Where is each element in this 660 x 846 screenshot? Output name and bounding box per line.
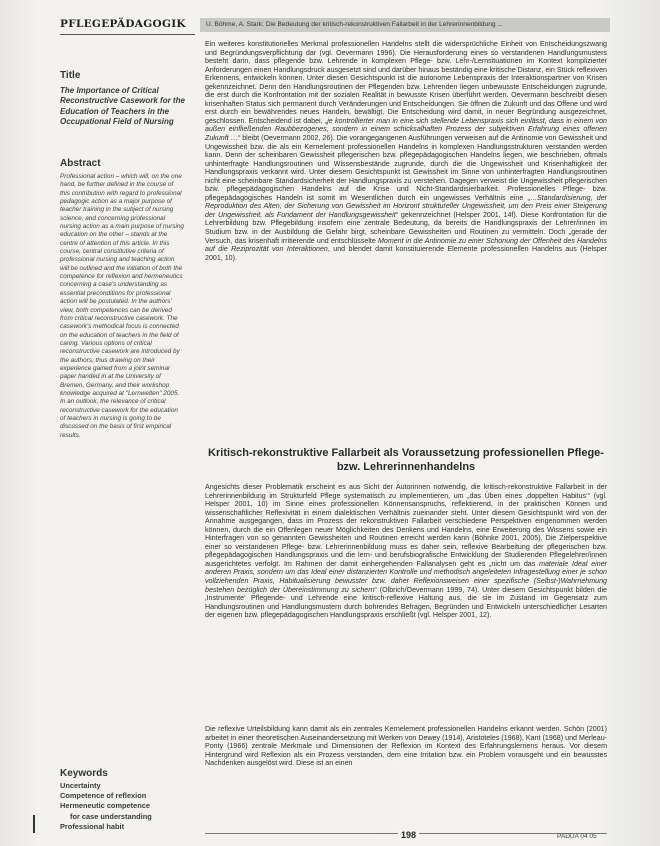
paragraph-text: “ (Olbrich/Oevermann 1999, 74). Unter diesem Gesichtspunkt bilden die ‚Instrumente‘ Pflegende- und Lehrende eine kritisch-reflexive Haltung aus, die sie im Zustand im Gegensatz zum Handlungsroutinen und Handlungsmustern durch bohrendes Befragen, Begründen und Entwickeln unterschiedlicher Lesarten der eigenen bzw. pflegepädagogischen Handlungspraxis erschließt (vgl. Helsper 2001, 12). [205, 585, 607, 620]
paragraph-text: Die reflexive Urteilsbildung kann damit als ein zentrales Kernelement professionellen Handelns erkannt werden. Schön (2001) arbeitet in einer theoretischen Auseinandersetzung mit Werken von Dewey (1914), Aristoteles (1968), Kant (1968) und Merleau-Ponty (1966) zentrale Merkmale und Dimensionen der Reflexion im Kontext des Erfahrungslernens heraus. Vor diesem Hintergrund wird Reflexion als ein Prozess verstanden, dem eine Irritation bzw. ein Problem vorausgeht und ein bewusstes Nachdenken ausgelöst wird. Diese ist an einen [205, 725, 607, 768]
sidebar [60, 18, 195, 831]
keywords-list [60, 781, 192, 832]
quote-text: „je kontrollierter man in eine sich stellende Lebenspraxis sich einlässt, dass in einem von außen einfließenden Raubbezogenes, sondern in einem schicksalhaften Prozess der subjektiven Erfahrung eines offenen Zukunft …“ [205, 116, 607, 143]
quote-text: Standardisierung, der Reproduktion des Alten, der Sicherung von Gewissheit im Horizont struktureller Ungewissheit, um den Preis einer Steigerung der Ungewissheit, als Fundament der Handlungsgewissheit [205, 193, 608, 219]
title-heading: Title [60, 70, 81, 81]
paragraph-text: Ein weiteres konstitutionelles Merkmal professionellen Handelns stellt die widersprüchliche Einheit von Entscheidungszwang und Begründungsverpflichtung dar (vgl. Oevermann 1996). Die Herausforderung eines so verstandenen Handlungsmusters besteht darin, dass pflegende bzw. Lehrende in komplexen Pflege- bzw. Lehr-/Lernsituationen im Kontext komplizierter Anforderungen einen Handlungsdruck ausgesetzt sind und darüber hinaus beständig eine kritische Distanz, ein Stück reflexiven Erkennens, entwickeln können. Unter diesen Gesichtspunkt ist die autonome Lebenspraxis der Interaktionspartner von Krisen gekennzeichnet. Denn den Handlungsroutinen der Pflegenden bzw. Lehrenden liegen unbewusste Entscheidungen zugrunde, die erst durch die Konfrontation mit der sozialen Realität in bewusste Krisen überführt werden. Oevermann beschreibt diesen krisenhaften Status sich permanent durch Veränderungen und Entscheidungen. Sie öffnen die Zukunft und das Offene und wird erst durch ein bewährendes neues Handeln, bewältigt. Die Entscheidung wird damit, in neuer Begründung ausgezeichnet, geschlossen. Entscheidend ist dabei, [205, 40, 607, 125]
keyword: for case understanding [70, 811, 152, 821]
journal-name: PFLEGEPÄDAGOGIK [60, 18, 186, 30]
keywords-heading: Keywords [60, 768, 108, 779]
body-paragraph-1 [205, 40, 607, 262]
journal-rule [60, 34, 195, 35]
paragraph-text: “ gekennzeichnet (Helsper 2001, 14f). Diese Konfrontation für die Lehrerbildung bzw. Pflegebildung insofern eine zentrale Bedeutung, da bereits die Handlungspraxis der Lehrer/innen im Studium bzw. in der Ausbildung die Gefahr birgt, scheinbare Gewissheiten und Routinen zu vermitteln. Doch „gerade der Versuch, das krisenhaft irritierende und entschlüsselte [205, 210, 608, 245]
running-head: U. Böhme, A. Stark: Die Bedeutung der kritisch-rekonstruktiven Fallarbeit in der Lehrerinnenbildung ... [200, 18, 610, 32]
keyword: Hermeneutic competence [60, 801, 150, 811]
quote-text: materiale Ideal einer anderen Praxis, sondern um das Ideal einer distanzierten Kontrolle und methodisch angeleiteten Infragestellung einer je schon vollziehenden Praxis, Habitualisierung bewusster bzw. daher Reflexionsweisen einer spezifische (Selbst-)Wahrnehmung bestehen bezüglich der Übereinstimmung zu sichern [205, 559, 608, 594]
abstract-text: Professional action – which will, on the one hand, be further defined in the course of this contribution with regard to professional pedagogic action as a major purpose of teacher training in the subject of nursing science, and concerning professional nursing action as a main purpose of nursing education on the other – stands at the centre of attention of this article. In this course, central constitutive criteria of professional nursing and teaching action will be outlined and the initiation of both the competence for reflexion and hermeneutics concerning a case's understanding as essential preconditions for professional action will be postulated. In the authors' view, both competences can be derived from critical reconstructive casework. The casework's methodical focus is connected on the education of teachers in the field of caring. Various options of critical reconstructive casework are introduced by the authors, thus drawing on their experience gained from a joint seminar paper handed in at the University of Bremen, Germany, and their workshop knowledge acquired at "Lernwelten" 2005. In an outlook, the relevance of critical reconstructive casework for the education of teachers in nursing is going to be discussed on the basis of first empirical results. [60, 173, 184, 439]
keyword: Competence of reflexion [60, 791, 147, 801]
scan-edge-mark [33, 815, 35, 833]
paragraph-text: , und blendet damit konstituierende Elemente professionellen Handelns aus (Helsper 2001, 10). [205, 245, 607, 262]
english-title: The Importance of Critical Reconstructive Casework for the Education of Teachers in the Occupational Field of Nursing [60, 86, 185, 126]
body-paragraph-2 [205, 483, 607, 620]
footer-journal-issue: PADUA 04 05 [557, 833, 597, 840]
page-number: 198 [398, 830, 419, 840]
keyword: Uncertainty [60, 781, 101, 790]
quote-text: Moment in die Antinomie zu einer Schonung der Offenheit des Handelns auf die Reziprozität von Interaktionen [205, 236, 607, 254]
paragraph-text: Angesichts dieser Problematik erscheint es aus Sicht der Autorinnen notwendig, die kritisch-rekonstruktive Fallarbeit in der Lehrerinnenbildung im Strukturfeld Pflege systematisch zu implementieren, um „das Üben eines ‚doppelten Habitus‘“ (vgl. Helsper 2001, 10) im Sinne eines professionellen Könnensanspruchs, reflektierend, in der praktischen Können und wissenschaftlicher Reflexivität in einem dialektischen Verhältnis zueinander steht. Unter diesem Gesichtspunkt wird von der Annahme ausgegangen, dass im Prozess der rekonstruktiven Fallarbeit verschiedene Perspektiven eingenommen werden können, durch die ein Offenlegen neuer Möglichkeiten des Denkens und Handelns, eine Erweiterung des Wissens sowie ein Hinterfragen von so genannten Gewissheiten und Routinen erreicht werden kann (Böhnke 2001, 2005), Die Zielperspektive einer so verstandenen Pflege- bzw. Lehrerinnenbildung muss es daher sein, reflexive Bearbeitung der pflegerischen bzw. pflegepädagogischen Handlungspraxis und die lern- und berufsbiografische Entwicklung der Studierenden Pflegelehrer/innen ausgerichtetes verfolgt. Im Rahmen der damit einhergehenden Fallanalysen geht es „nicht um das [205, 483, 607, 568]
body-paragraph-3 [205, 725, 607, 768]
keyword: Professional habit [60, 821, 125, 831]
section-heading: Kritisch-rekonstruktive Fallarbeit als Voraussetzung professionellen Pflege- bzw. Lehrerinnenhandelns [208, 447, 604, 473]
abstract-heading: Abstract [60, 158, 101, 169]
paragraph-text: bleibt (Oevermann 2002, 26). Die vorangegangenen Ausführungen verweisen auf die Antinomie von Gewissheit und Ungewissheit bzw. die als ein Kernelement professionellen Handelns in komplexen Handlungsstrukturen verstanden werden kann. Denn der scheinbaren Gewissheit pflegerischen bzw. pflegepädagogischen Handelns liegen, wie beschrieben, oftmals unhinterfragte Handlungsroutinen und Wissensbestände zugrunde, durch die die Ungewissheit und Krisenhaftigkeit der Handlungspraxis verkannt wird. Unter diesem Gesichtspunkt ist Gewissheit im Sinne von unhinterfragten Handlungsroutinen nicht eine scheinbare Standardsicherheit der Handlungspraxis zu verstehen. Dagegen verweist die Ungewissheit pflegerischen bzw. pflegepädagogischen Handelns auf die Krise und Nicht-Standardisierbarkeit. Professionelles Pflege- bzw. pflegepädagogisches Handeln ist somit im Wesentlichen durch ein ungewisses Verhältnis eine „… [205, 134, 607, 202]
